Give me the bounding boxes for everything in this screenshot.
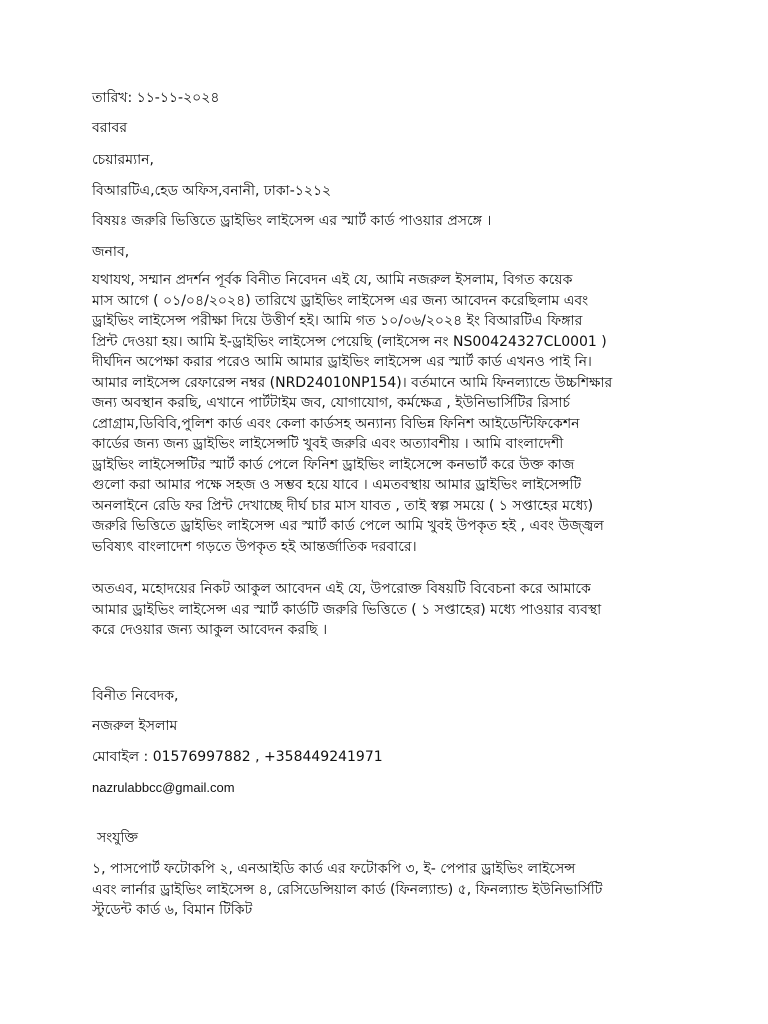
- body-line: যথাযথ, সম্মান প্রদর্শন পূর্বক বিনীত নিবেদন এই যে, আমি নজরুল ইসলাম, বিগত কয়েক: [92, 272, 573, 288]
- body-line: জরুরি ভিত্তিতে ড্রাইভিং লাইসেন্স এর স্মার্ট কার্ড পেলে আমি খুবই উপকৃত হই , এবং উজ্জ্বল: [92, 518, 604, 534]
- recipient-title: চেয়ারম্যান,: [92, 152, 154, 168]
- recipient-address: বিআরটিএ,হেড অফিস,বনানী, ঢাকা-১২১২: [92, 183, 332, 199]
- body-line: অনলাইনে রেডি ফর প্রিন্ট দেখাচ্ছে দীর্ঘ চার মাস যাবত , তাই স্বল্প সময়ে ( ১ সপ্তাহের মধ্যে): [92, 497, 594, 514]
- letter-salutation: জনাব,: [92, 244, 130, 260]
- letter-date: তারিখ: ১১-১১-২০২৪: [92, 90, 220, 106]
- request-line: অতএব, মহোদয়ের নিকট আকুল আবেদন এই যে, উপরোক্ত বিষয়টি বিবেচনা করে আমাকে: [92, 581, 591, 597]
- body-line: প্রিন্ট দেওয়া হয়। আমি ই-ড্রাইভিং লাইসেন্স পেয়েছি (লাইসেন্স নং NS00424327CL0001 ): [92, 333, 607, 350]
- body-line: ড্রাইভিং লাইসেন্স পরীক্ষা দিয়ে উত্তীর্ণ হই। আমি গত ১০/০৬/২০২৪ ইং বিআরটিএ ফিঙ্গার: [92, 313, 583, 329]
- request-line: করে দেওয়ার জন্য আকুল আবেদন করছি ।: [92, 622, 328, 638]
- attachments-list: [92, 859, 682, 921]
- body-line: ভবিষ্যৎ বাংলাদেশ গড়তে উপকৃত হই আন্তর্জাতিক দরবারে।: [92, 538, 417, 555]
- attachment-line: ১, পাসপোর্ট ফটোকপি ২, এনআইডি কার্ড এর ফটোকপি ৩, ই- পেপার ড্রাইভিং লাইসেন্স: [92, 861, 576, 877]
- body-line: গুলো করা আমার পক্ষে সহজ ও সম্ভব হয়ে যাবে । এমতবস্থায় আমার ড্রাইভিং লাইসেন্সটি: [92, 477, 582, 493]
- body-line: আমার লাইসেন্স রেফারেন্স নম্বর (NRD24010NP154)। বর্তমানে আমি ফিনল্যান্ডে উচ্চশিক্ষার: [92, 374, 613, 391]
- letter-request: [92, 579, 682, 641]
- body-line: কার্ডের জন্য জন্য ড্রাইভিং লাইসেন্সটি খুবই জরুরি এবং অত্যাবশীয় । আমি বাংলাদেশী: [92, 436, 564, 452]
- body-line: জন্য অবস্থান করছি, এখানে পার্টটাইম জব, যোগাযোগ, কর্মক্ষেত্র , ইউনিভার্সিটির রিসার্চ: [92, 395, 570, 411]
- body-line: দীর্ঘদিন অপেক্ষা করার পরেও আমি আমার ড্রাইভিং লাইসেন্স এর স্মার্ট কার্ড এখনও পাই নি।: [92, 354, 592, 370]
- letter-closing: বিনীত নিবেদক,: [92, 688, 179, 704]
- sender-mobile: মোবাইল : 01576997882 , +358449241971: [92, 749, 383, 765]
- letter-subject: বিষয়ঃ জরুরি ভিত্তিতে ড্রাইভিং লাইসেন্স এর স্মার্ট কার্ড পাওয়ার প্রসঙ্গে ।: [92, 213, 492, 229]
- attachment-line: স্টুডেন্ট কার্ড ৬, বিমান টিকিট: [92, 902, 253, 918]
- body-line: প্রোগ্রাম,ডিবিবি,পুলিশ কার্ড এবং কেলা কার্ডসহ অন্যান্য বিভিন্ন ফিনিশ আইডেন্টিফিকেশন: [92, 415, 580, 432]
- letter-to: বরাবর: [92, 120, 128, 136]
- letter-body: [92, 270, 682, 557]
- body-line: ড্রাইভিং লাইসেন্সটির স্মার্ট কার্ড পেলে ফিনিশ ড্রাইভিং লাইসেন্সে কনভার্ট করে উক্ত কাজ: [92, 456, 575, 473]
- sender-email: nazrulabbcc@gmail.com: [92, 780, 235, 795]
- attachments-heading: সংযুক্তি: [97, 830, 138, 846]
- request-line: আমার ড্রাইভিং লাইসেন্স এর স্মার্ট কার্ডটি জরুরি ভিত্তিতে ( ১ সপ্তাহের) মধ্যে পাওয়ার ব্যবস্থা: [92, 601, 602, 618]
- sender-name: নজরুল ইসলাম: [92, 718, 178, 734]
- attachment-line: এবং লার্নার ড্রাইভিং লাইসেন্স ৪, রেসিডেন্সিয়াল কার্ড (ফিনল্যান্ড) ৫, ফিনল্যান্ড ইউনিভার্সিটি: [92, 881, 603, 898]
- body-line: মাস আগে ( ০১/০৪/২০২৪) তারিখে ড্রাইভিং লাইসেন্স এর জন্য আবেদন করেছিলাম এবং: [92, 292, 589, 309]
